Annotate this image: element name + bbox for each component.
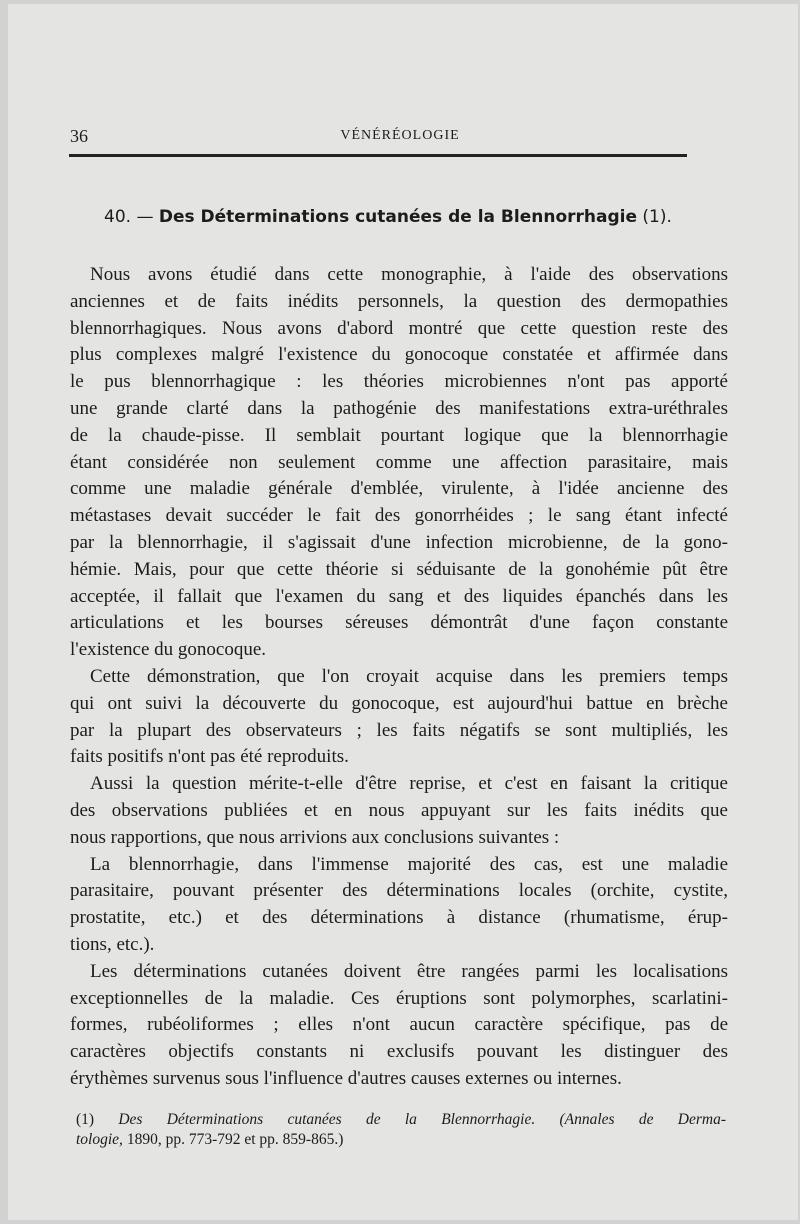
text-line: faits positifs n'ont pas été reproduits.: [70, 746, 349, 768]
text-line: anciennes et de faits inédits personnels, la question des dermopathies: [70, 290, 728, 312]
text-line: comme une maladie générale d'emblée, virulente, à l'idée ancienne des: [70, 478, 728, 500]
text-line: par la plupart des observateurs ; les faits négatifs se sont multipliés, les: [70, 719, 728, 741]
footnote-journal-end: tologie,: [76, 1131, 123, 1148]
text-line: nous rapportions, que nous arrivions aux conclusions suivantes :: [70, 826, 560, 848]
text-line: blennorrhagiques. Nous avons d'abord montré que cette question reste des: [70, 317, 728, 339]
text-line: prostatite, etc.) et des déterminations à distance (rhumatisme, érup-: [70, 907, 728, 929]
text-line: l'existence du gonocoque.: [70, 639, 267, 661]
section-title: Des Déterminations cutanées de la Blennorrhagie: [158, 207, 637, 227]
text-line: articulations et les bourses séreuses démontrât d'une façon constante: [70, 612, 728, 634]
section-number: 40. —: [104, 207, 154, 227]
footnote-marker: (1): [76, 1111, 95, 1128]
text-line: exceptionnelles de la maladie. Ces éruptions sont polymorphes, scarlatini-: [70, 987, 728, 1009]
text-line: le pus blennorrhagique : les théories microbiennes n'ont pas apporté: [70, 371, 728, 393]
footnote: [76, 1110, 726, 1150]
footnote-title: Des Déterminations cutanées de la Blennorrhagie.: [118, 1111, 536, 1128]
text-line: qui ont suivi la découverte du gonocoque, est aujourd'hui battue en brèche: [70, 692, 728, 714]
header-rule: [69, 154, 687, 157]
text-line: acceptée, il fallait que l'examen du sang et des liquides épanchés dans les: [70, 585, 728, 607]
footnote-ref: (1).: [642, 207, 672, 227]
text-line: parasitaire, pouvant présenter des déterminations locales (orchite, cystite,: [70, 880, 728, 902]
text-line: par la blennorrhagie, il s'agissait d'une infection microbienne, de la gono-: [70, 531, 728, 553]
text-line: Nous avons étudié dans cette monographie, à l'aide des observations: [90, 264, 728, 285]
text-line: tions, etc.).: [70, 933, 155, 955]
text-line: des observations publiées et en nous appuyant sur les faits inédits que: [70, 799, 728, 821]
text-line: Les déterminations cutanées doivent être rangées parmi les localisations: [90, 960, 728, 982]
text-line: Aussi la question mérite-t-elle d'être reprise, et c'est en faisant la critique: [90, 773, 728, 795]
text-line: de la chaude-pisse. Il semblait pourtant logique que la blennorrhagie: [70, 424, 728, 446]
text-line: érythèmes survenus sous l'influence d'autres causes externes ou internes.: [70, 1067, 622, 1089]
text-line: La blennorrhagie, dans l'immense majorité des cas, est une maladie: [90, 853, 728, 875]
footnote-journal: (Annales de Derma-: [559, 1111, 726, 1128]
text-line: métastases devait succéder le fait des gonorrhéides ; le sang étant infecté: [70, 505, 728, 527]
running-title: VÉNÉRÉOLOGIE: [340, 128, 460, 143]
text-line: étant considérée non seulement comme une affection parasitaire, mais: [70, 451, 728, 473]
text-line: plus complexes malgré l'existence du gonocoque constatée et affirmée dans: [70, 344, 728, 366]
footnote-pages: 1890, pp. 773-792 et pp. 859-865.): [126, 1131, 344, 1148]
text-line: caractères objectifs constants ni exclusifs pouvant les distinguer des: [70, 1041, 728, 1063]
page-number: 36: [70, 126, 88, 146]
body-text: [70, 262, 728, 1093]
text-line: une grande clarté dans la pathogénie des manifestations extra-uréthrales: [70, 397, 728, 419]
text-line: Cette démonstration, que l'on croyait acquise dans les premiers temps: [90, 665, 728, 687]
section-heading: [104, 207, 672, 227]
text-line: formes, rubéoliformes ; elles n'ont aucun caractère spécifique, pas de: [70, 1014, 728, 1036]
text-line: hémie. Mais, pour que cette théorie si séduisante de la gonohémie pût être: [70, 558, 728, 580]
